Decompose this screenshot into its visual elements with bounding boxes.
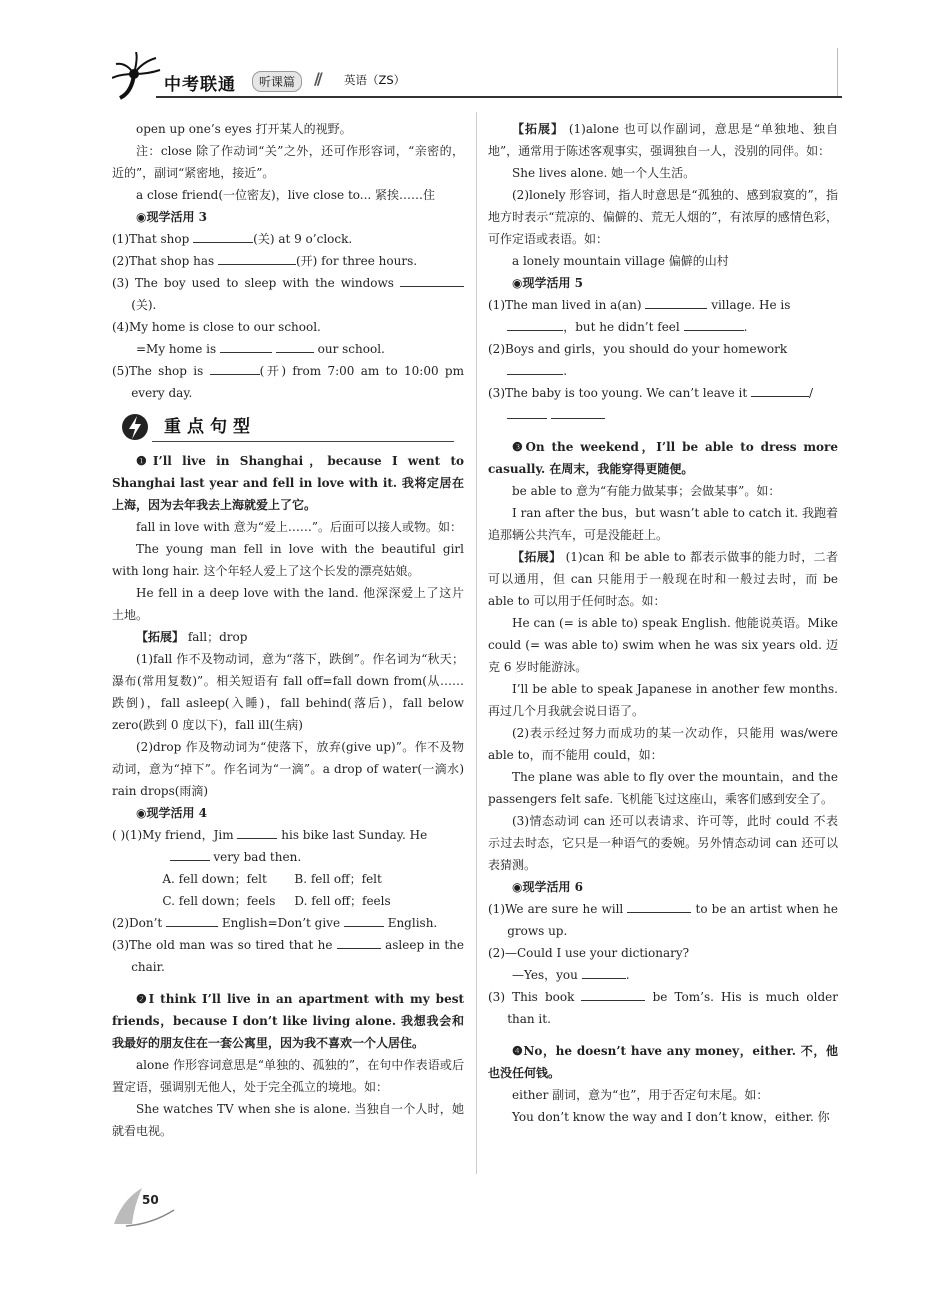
answer-blank[interactable] [551,404,605,419]
options-row [112,890,464,912]
exercise-item: (1)That shop (关) at 9 o’clock. [112,228,464,250]
text-line: (3)情态动词 can 还可以表请求、许可等，此时 could 不表示过去时态，它只是一种语气的委婉。另外情态动词 can 还可以表猜测。 [488,814,838,872]
exercise-item: =My home is our school. [112,338,464,360]
options-row [112,868,464,890]
text-line: (2)drop 作及物动词为“使落下，放弃(give up)”。作不及物动词，意为“掉下”。作名词为“一滴”。a drop of water(一滴水) rain drops(雨滴) [112,740,464,798]
text-line: (2)lonely 形容词，指人时意思是“孤独的、感到寂寞的”，指地方时表示“荒凉的、偏僻的、荒无人烟的”，有浓厚的感情色彩，可作定语或表语。如： [488,188,838,246]
practice-heading: ◉现学活用 3 [136,210,207,224]
section-header [112,410,464,444]
answer-blank[interactable] [276,338,314,353]
exercise-item: (2)Don’t English=Don’t give English. [112,912,464,934]
text-line: The young man fell in love with the beautiful girl with long hair. 这个年轻人爱上了这个长发的漂亮姑娘。 [112,542,464,578]
exercise-item: (2)Boys and girls，you should do your homework . [488,342,788,378]
text-line: She lives alone. 她一个人生活。 [512,166,696,180]
text-line: He fell in a deep love with the land. 他深深爱上了这片土地。 [112,586,464,622]
answer-blank[interactable] [218,250,296,265]
section-rule [152,441,454,442]
text-line: The plane was able to fly over the mountain，and the passengers felt safe. 飞机能飞过这座山，乘客们感到安全了。 [488,770,838,806]
key-sentence: ❶I’ll live in Shanghai，because I went to Shanghai last year and fell in love with it. 我将定居在上海，因为去年我去上海就爱上了它。 [112,454,464,512]
right-column [488,118,838,1128]
option-b[interactable]: B. fell off；felt [294,872,382,886]
exercise-item: (1)We are sure he will to be an artist when he grows up. [488,898,838,942]
slash-deco: // [314,69,320,88]
text-line: She watches TV when she is alone. 当独自一个人时，她就看电视。 [112,1102,464,1138]
brand-title: 中考联通 [164,75,236,95]
answer-blank[interactable] [582,964,626,979]
text-line: either 副词，意为“也”，用于否定句末尾。如： [512,1088,769,1102]
answer-blank[interactable] [166,912,218,927]
extension-head: 【拓展】 fall；drop [136,630,248,644]
answer-blank[interactable] [507,316,563,331]
answer-blank[interactable] [507,404,547,419]
answer-blank[interactable] [627,898,691,913]
option-d[interactable]: D. fell off；feels [294,894,391,908]
option-c[interactable]: C. fell down；feels [162,894,276,908]
text-line: You don’t know the way and I don’t know，either. 你 [512,1110,830,1124]
text-line: 注：close 除了作动词“关”之外，还可作形容词，“亲密的，近的”，副词“紧密地，接近”。 [112,144,464,180]
page-number: 50 [142,1193,159,1207]
answer-blank[interactable] [237,824,277,839]
extension-head: 【拓展】 (1)can 和 be able to 都表示做事的能力时，二者可以通用，但 can 只能用于一般现在时和一般过去时，而 be able to 可以用于任何时态。如： [488,550,838,608]
lightning-badge-icon [120,412,150,442]
exercise-item: (5)The shop is (开) from 7:00 am to 10:00 pm every day. [112,360,464,404]
key-sentence: ❸On the weekend，I’ll be able to dress more casually. 在周末，我能穿得更随便。 [488,440,838,476]
text-line: be able to 意为“有能力做某事；会做某事”。如： [512,484,781,498]
tree-logo-icon [112,52,164,102]
exercise-item: (3) This book be Tom’s. His is much older than it. [488,986,838,1030]
answer-blank[interactable] [193,228,253,243]
answer-blank[interactable] [220,338,272,353]
left-column [112,118,464,1142]
page-header [112,48,842,108]
section-badge: 听课篇 [252,71,302,92]
exercise-item: (2)—Could I use your dictionary? [488,946,690,960]
answer-blank[interactable] [170,846,210,861]
extension-head: 【拓展】 (1)alone 也可以作副词，意思是“单独地、独自地”，通常用于陈述客观事实，强调独自一人，没别的同伴。如： [488,122,838,158]
exercise-item: —Yes，you . [488,964,838,986]
key-sentence: ❷I think I’ll live in an apartment with my best friends，because I don’t like living alone. 我想我会和我最好的朋友住在一套公寓里，因为我不喜欢一个人居住。 [112,992,464,1050]
text-line: I ran after the bus，but wasn’t able to catch it. 我跑着追那辆公共汽车，可是没能赶上。 [488,506,838,542]
answer-blank[interactable] [337,934,381,949]
text-line: (1)fall 作不及物动词，意为“落下，跌倒”。作名词为“秋天；瀑布(常用复数)”。相关短语有 fall off=fall down from(从……跌倒)，fall asleep(入睡)，fall behind(落后)，fall below zero(跌到 0 度以下)，fall ill(生病) [112,652,464,732]
section-title: 重点句型 [164,417,256,437]
answer-blank[interactable] [210,360,260,375]
subject-label: 英语（ZS） [344,73,406,87]
option-a[interactable]: A. fell down；felt [162,872,267,886]
text-line: a close friend(一位密友)，live close to... 紧挨……住 [136,188,436,202]
header-rule [156,96,842,98]
text-line: a lonely mountain village 偏僻的山村 [512,254,729,268]
practice-heading: ◉现学活用 4 [136,806,207,820]
answer-blank[interactable] [507,360,563,375]
text-line: fall in love with 意为“爱上……”。后面可以接人或物。如： [136,520,462,534]
practice-heading: ◉现学活用 6 [512,880,583,894]
exercise-item: (1)The man lived in a(an) village. He is ，but he didn’t feel . [488,294,838,338]
exercise-item: ( )(1)My friend，Jim his bike last Sunday. He very bad then. [112,824,464,868]
exercise-item: (3) The boy used to sleep with the windows (关). [112,272,464,316]
text-line: open up one’s eyes 打开某人的视野。 [136,122,352,136]
exercise-item: (2)That shop has (开) for three hours. [112,250,464,272]
text-line: (2)表示经过努力而成功的某一次动作，只能用 was/were able to，而不能用 could，如： [488,726,838,762]
answer-blank[interactable] [344,912,384,927]
exercise-item: (3)The baby is too young. We can’t leave it / [488,382,838,426]
text-line: alone 作形容词意思是“单独的、孤独的”，在句中作表语或后置定语，强调别无他人，处于完全孤立的境地。如： [112,1058,464,1094]
practice-heading: ◉现学活用 5 [512,276,583,290]
key-sentence: ❹No，he doesn’t have any money，either. 不，他也没任何钱。 [488,1044,838,1080]
answer-blank[interactable] [645,294,707,309]
header-corner [837,48,842,96]
answer-blank[interactable] [581,986,645,1001]
answer-blank[interactable] [751,382,809,397]
page-footer [112,1180,182,1230]
answer-blank[interactable] [684,316,744,331]
text-line: I’ll be able to speak Japanese in another few months. 再过几个月我就会说日语了。 [488,682,838,718]
text-line: He can (= is able to) speak English. 他能说英语。Mike could (= was able to) swim when he was six years old. 迈克 6 岁时能游泳。 [488,616,838,674]
answer-blank[interactable] [400,272,464,287]
exercise-item: (4)My home is close to our school. [112,320,321,334]
exercise-item: (3)The old man was so tired that he asleep in the chair. [112,934,464,978]
column-divider [476,112,477,1174]
